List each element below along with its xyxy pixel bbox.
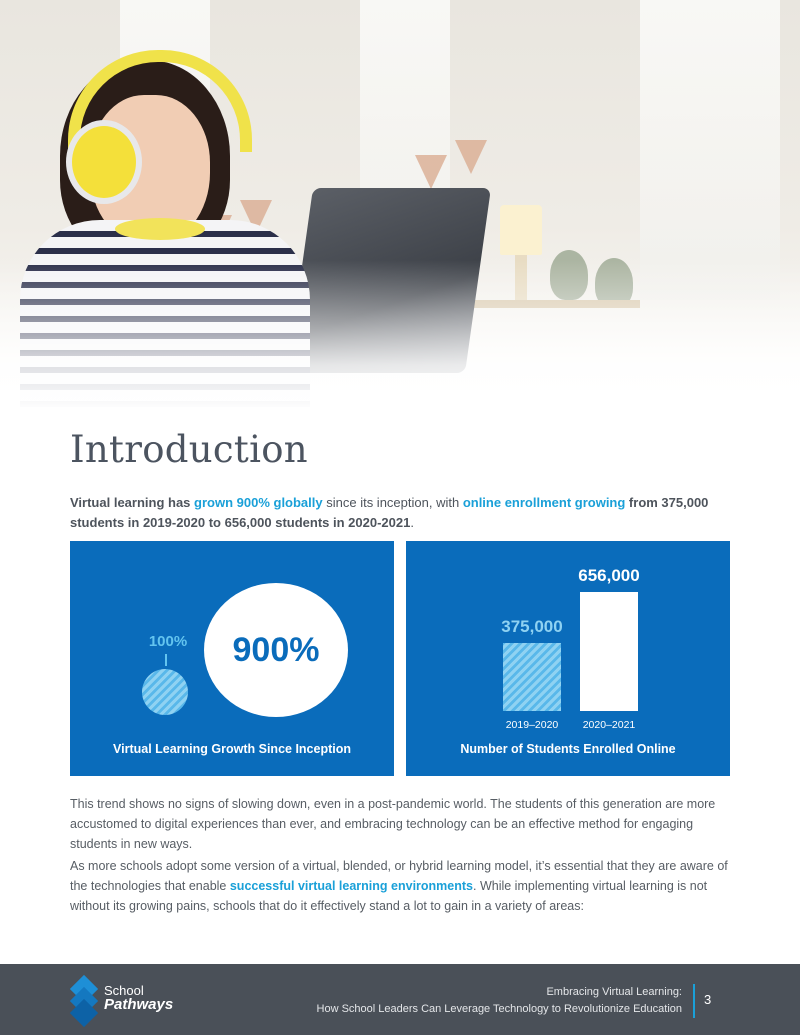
footer-title-line-2: How School Leaders Can Leverage Technology to Revolutionize Education: [316, 1003, 682, 1015]
bunting-flag: [455, 140, 487, 174]
footer: [0, 964, 800, 1035]
headphone-cup: [66, 120, 142, 204]
bubble-small: [142, 669, 188, 715]
shirt-collar: [115, 218, 205, 240]
page-number: 3: [704, 992, 712, 1007]
enrollment-panel: [406, 541, 730, 776]
bar-value-label: 656,000: [578, 566, 640, 585]
bubble-large: [204, 583, 348, 717]
footer-document-title: [317, 984, 682, 1018]
bunting-flag: [415, 155, 447, 189]
bar-2019–2020: [503, 643, 561, 711]
bubble-label-large: 900%: [232, 630, 320, 669]
adoption-paragraph: [70, 856, 730, 916]
footer-title-line-1: Embracing Virtual Learning:: [546, 986, 682, 998]
background-window: [640, 0, 780, 300]
school-pathways-logo-text: [104, 984, 173, 1012]
bubble-label-small: 100%: [148, 633, 188, 650]
intro-text: from 375,000 students in 2019-2020 to 656,000 students in 2020-2021: [70, 495, 709, 530]
intro-paragraph: [70, 493, 730, 533]
adoption-highlight: successful virtual learning environments: [229, 879, 473, 893]
intro-text: since its inception, with: [322, 495, 463, 510]
page-title: Introduction: [70, 428, 308, 471]
growth-chart-title: Virtual Learning Growth Since Inception: [113, 742, 351, 756]
adoption-text: As more schools adopt some version of a virtual, blended, or hybrid learning model, it’s essential that they are aware of the technologies that enable: [70, 859, 728, 893]
bubble-label-tick: [165, 654, 167, 666]
enrollment-chart-title: Number of Students Enrolled Online: [460, 742, 676, 756]
school-pathways-logo-icon: [70, 976, 100, 1022]
footer-divider: [693, 984, 695, 1018]
growth-panel: [70, 541, 394, 776]
hero-photo: [0, 0, 800, 410]
bar-category-label: 2020–2021: [582, 719, 636, 731]
intro-text: .: [410, 515, 414, 530]
intro-highlight-growth: grown 900% globally: [194, 495, 323, 510]
hero-fade: [0, 260, 800, 410]
adoption-text: . While implementing virtual learning is not without its growing pains, schools that do it effectively stand a lot to gain in a variety of areas:: [70, 879, 708, 913]
bar-category-label: 2019–2020: [505, 719, 559, 731]
logo-line-2: Pathways: [104, 996, 174, 1013]
trend-paragraph: This trend shows no signs of slowing down, even in a post-pandemic world. The students of this generation are more accustomed to digital experiences than ever, and embracing technology can be an effective method for engaging students in new ways.: [70, 797, 716, 851]
bar-2020–2021: [580, 592, 638, 711]
intro-highlight-enrollment: online enrollment growing: [462, 495, 626, 510]
lamp-shade: [500, 205, 542, 255]
logo-line-1: School: [104, 983, 144, 998]
intro-text: Virtual learning has: [70, 495, 195, 510]
bar-value-label: 375,000: [501, 617, 563, 636]
